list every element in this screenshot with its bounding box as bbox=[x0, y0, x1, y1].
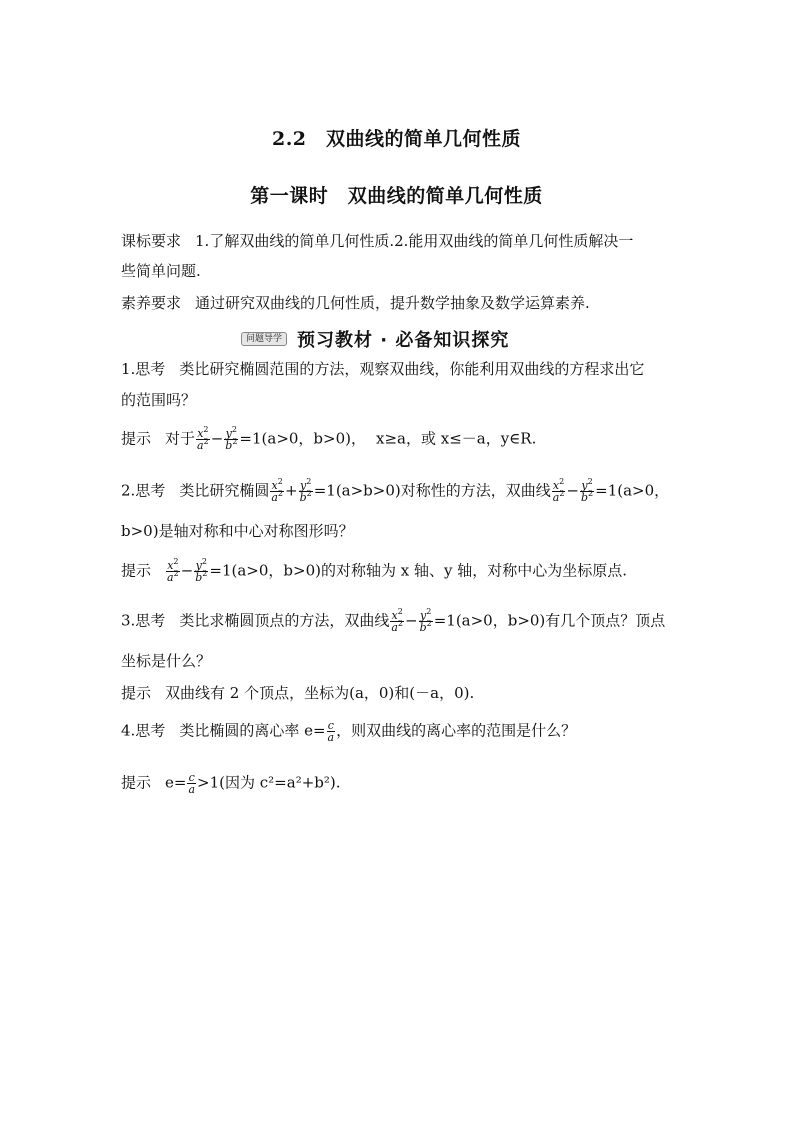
question-2-line-1: 2.思考 类比研究椭圆 $\frac{x^2}{a^2}$ + $\frac{y^2}{b^2}$ =1(a>b>0)对称性的方法，双曲线 $\frac{x^2}{a^2}$ − $\frac{y^2}{b^2}$ =1(a>0， bbox=[121, 477, 670, 504]
question-3-prefix: 类比求椭圆顶点的方法，双曲线 bbox=[179, 611, 390, 630]
hint-3-text: 双曲线有 2 个顶点，坐标为(a，0)和(－a，0). bbox=[165, 684, 475, 702]
hint-4-line bbox=[121, 772, 681, 795]
fraction-y2-over-b2: $\frac{y^2}{b^2}$ bbox=[419, 607, 432, 634]
question-1-line-2 bbox=[121, 390, 681, 410]
fraction-y2-over-b2: $\frac{y^2}{b^2}$ bbox=[580, 477, 594, 504]
fraction-x2-over-a2: $\frac{x^2}{a^2}$ bbox=[197, 425, 209, 452]
question-1-label: 1.思考 bbox=[121, 360, 166, 378]
question-3-line-2 bbox=[121, 651, 681, 671]
requirements-line-2 bbox=[121, 261, 681, 281]
question-2-text-2: b>0)是轴对称和中心对称图形吗？ bbox=[121, 522, 354, 540]
question-3-end: =1(a>0，b>0)有几个顶点？顶点 bbox=[433, 611, 666, 630]
fraction-x2-over-a2: $\frac{x^2}{a^2}$ bbox=[391, 607, 403, 634]
fraction-y2-over-b2: $\frac{y^2}{b^2}$ bbox=[195, 557, 208, 584]
question-1-line-1 bbox=[121, 359, 681, 379]
requirements-text-1: 1.了解双曲线的简单几何性质.2.能用双曲线的简单几何性质解决一 bbox=[195, 232, 634, 250]
question-3-label: 3.思考 bbox=[121, 611, 166, 630]
fraction-c-over-a: $\frac{c}{a}$ bbox=[327, 719, 335, 744]
question-2-label: 2.思考 bbox=[121, 481, 166, 500]
question-4-end: ，则双曲线的离心率的范围是什么？ bbox=[336, 721, 577, 740]
hint-2-rest: =1(a>0，b>0)的对称轴为 x 轴、y 轴，对称中心为坐标原点. bbox=[209, 561, 627, 580]
hint-4-label: 提示 bbox=[121, 773, 152, 792]
section-title: 2.2 双曲线的简单几何性质 bbox=[271, 128, 522, 150]
hint-1-rest: x≥a，或 x≤－a，y∈R. bbox=[376, 429, 537, 448]
question-2-mid: =1(a>b>0)对称性的方法，双曲线 bbox=[313, 481, 551, 500]
hint-1-label: 提示 bbox=[121, 429, 152, 448]
question-3-line-1: 3.思考 类比求椭圆顶点的方法，双曲线 $\frac{x^2}{a^2}$ − $\frac{y^2}{b^2}$ =1(a>0，b>0)有几个顶点？顶点 bbox=[121, 607, 666, 634]
fraction-x2-over-a2: $\frac{x^2}{a^2}$ bbox=[167, 557, 179, 584]
fraction-y2-over-b2: $\frac{y^2}{b^2}$ bbox=[225, 425, 238, 452]
requirements-line-1 bbox=[121, 231, 681, 251]
hint-1-condition: =1(a>0，b>0)， bbox=[239, 429, 366, 448]
question-2-prefix: 类比研究椭圆 bbox=[179, 481, 270, 500]
hint-2-label: 提示 bbox=[121, 561, 152, 580]
fraction-x2-over-a2: $\frac{x^2}{a^2}$ bbox=[271, 477, 283, 504]
hint-3-line bbox=[121, 683, 681, 703]
question-1-text-2: 的范围吗？ bbox=[121, 391, 197, 409]
question-1-text-1: 类比研究椭圆范围的方法，观察双曲线，你能利用双曲线的方程求出它 bbox=[179, 360, 645, 378]
banner-title: 预习教材 · 必备知识探究 bbox=[297, 330, 510, 351]
hint-4-prefix: e= bbox=[165, 773, 187, 792]
banner-badge: 问题导学 bbox=[241, 332, 287, 346]
fraction-x2-over-a2: $\frac{x^2}{a^2}$ bbox=[552, 477, 565, 504]
literacy-line bbox=[121, 293, 681, 313]
lesson-title: 第一课时 双曲线的简单几何性质 bbox=[250, 185, 543, 207]
requirements-label: 课标要求 bbox=[121, 232, 182, 250]
question-3-text-2: 坐标是什么？ bbox=[121, 652, 212, 670]
requirements-text-2: 些简单问题. bbox=[121, 262, 201, 280]
hint-1-prefix: 对于 bbox=[165, 429, 196, 448]
question-2-end: =1(a>0， bbox=[595, 481, 670, 500]
literacy-label: 素养要求 bbox=[121, 294, 182, 312]
fraction-y2-over-b2: $\frac{y^2}{b^2}$ bbox=[299, 477, 312, 504]
question-2-line-2 bbox=[121, 521, 681, 541]
hint-2-line: 提示 $\frac{x^2}{a^2}$ − $\frac{y^2}{b^2}$ =1(a>0，b>0)的对称轴为 x 轴、y 轴，对称中心为坐标原点. bbox=[121, 557, 627, 584]
section-banner bbox=[241, 328, 509, 350]
fraction-c-over-a: $\frac{c}{a}$ bbox=[188, 771, 196, 796]
question-4-label: 4.思考 bbox=[121, 721, 166, 740]
question-4-line-1 bbox=[121, 720, 681, 743]
hint-4-end: >1(因为 c²=a²+b²). bbox=[197, 773, 341, 792]
literacy-text: 通过研究双曲线的几何性质，提升数学抽象及数学运算素养. bbox=[195, 294, 590, 312]
hint-3-label: 提示 bbox=[121, 684, 152, 702]
hint-1-line: 提示 对于 $\frac{x^2}{a^2}$ − $\frac{y^2}{b^2}$ =1(a>0，b>0)， x≥a，或 x≤－a，y∈R. bbox=[121, 425, 537, 452]
question-4-prefix: 类比椭圆的离心率 e= bbox=[179, 721, 326, 740]
